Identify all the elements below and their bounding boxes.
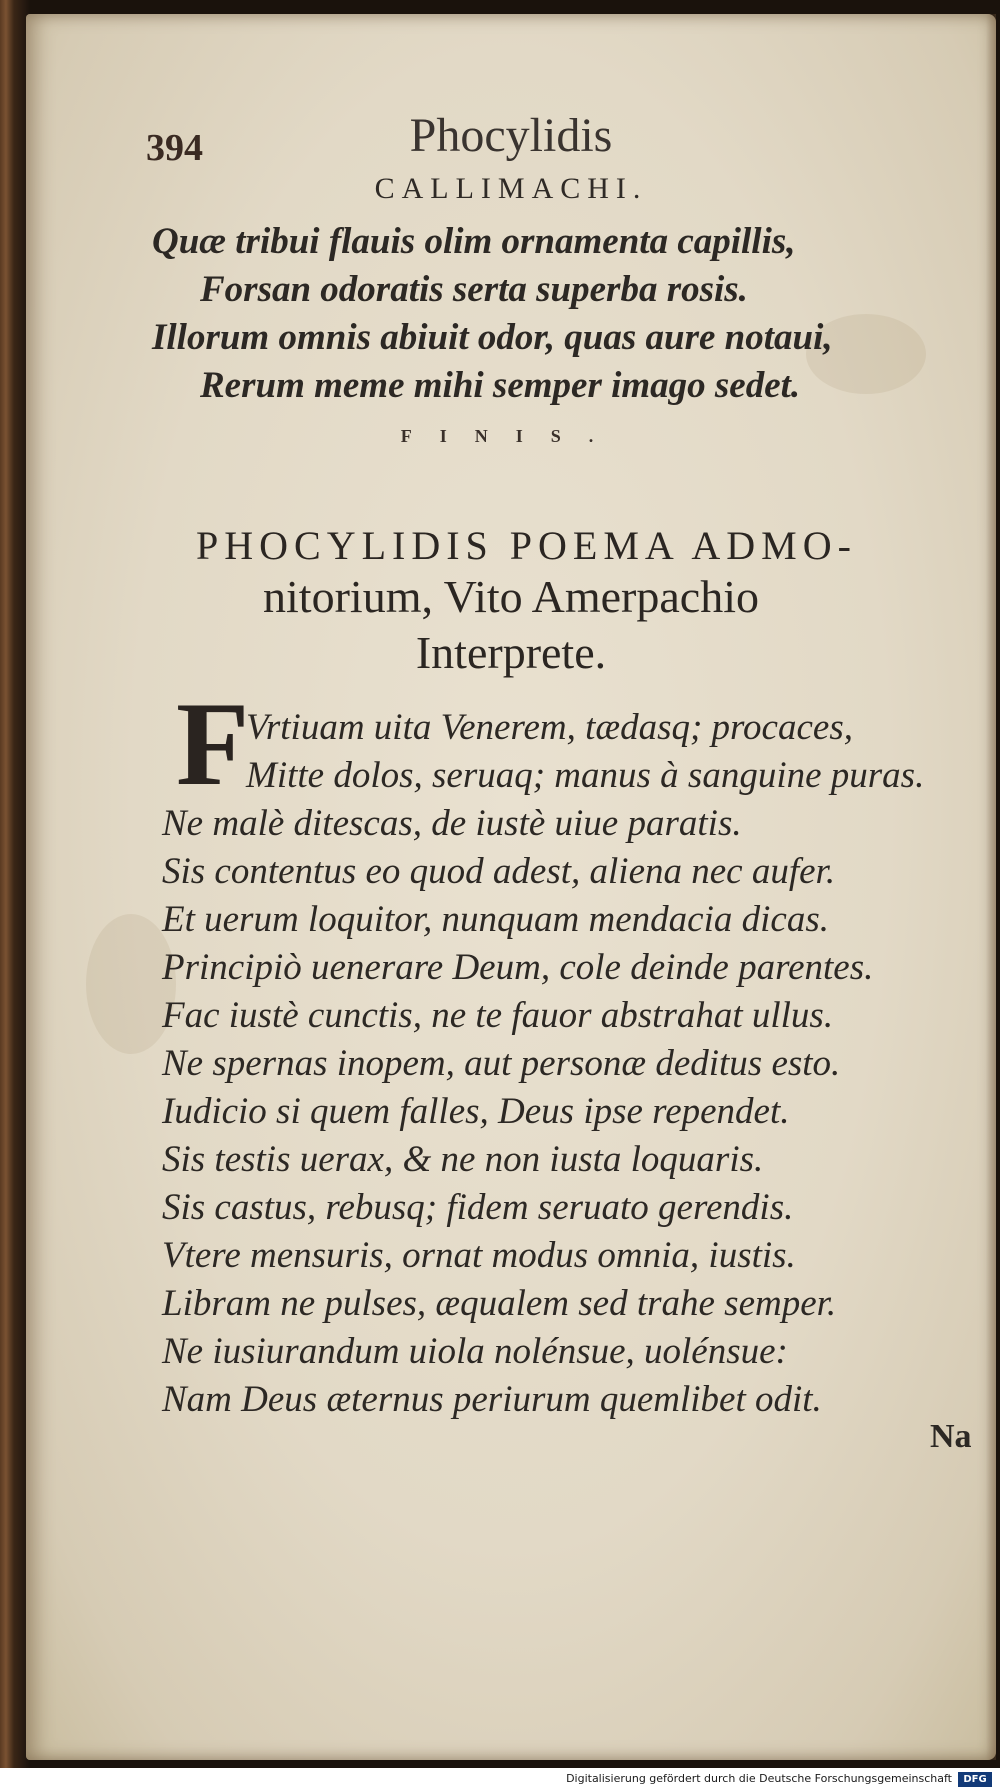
poem-line: Nam Deus æternus periurum quemlibet odit.	[162, 1379, 822, 1420]
poem-line: Fac iustè cunctis, ne te fauor abstrahat ullus.	[162, 995, 834, 1036]
poem-line: Et uerum loquitor, nunquam mendacia dicas.	[162, 899, 829, 940]
finis-mark: FINIS.	[400, 426, 622, 446]
dfg-logo: DFG	[958, 1772, 992, 1787]
poem-line: Ne iusiurandum uiola nolénsue, uolénsue:	[162, 1331, 788, 1372]
poem-line: Sis testis uerax, & ne non iusta loquaris.	[162, 1139, 764, 1180]
running-head: Phocylidis	[409, 109, 613, 162]
catchword: Na	[930, 1418, 972, 1455]
poem-line: Sis castus, rebusq; fidem seruato gerendis.	[162, 1187, 794, 1228]
book-page	[26, 14, 996, 1760]
poem-title: PHOCYLIDIS POEMA ADMO-	[196, 523, 857, 568]
page-edge	[986, 14, 996, 1760]
epigram-line: Illorum omnis abiuit odor, quas aure notaui,	[152, 317, 833, 358]
epigram-line: Forsan odoratis serta superba rosis.	[200, 269, 748, 310]
poem-line: Mitte dolos, seruaq; manus à sanguine puras.	[246, 755, 925, 796]
poem-line: Iudicio si quem falles, Deus ipse rependet.	[162, 1091, 790, 1132]
poem-line: Vtere mensuris, ornat modus omnia, iustis.	[162, 1235, 796, 1276]
poem-line: Sis contentus eo quod adest, aliena nec aufer.	[162, 851, 836, 892]
drop-cap: F	[176, 677, 250, 810]
page-number: 394	[146, 127, 203, 169]
digitization-credit: Digitalisierung gefördert durch die Deutsche Forschungsgemeinschaft	[566, 1772, 952, 1785]
poem-subtitle: nitorium, Vito Amerpachio	[263, 571, 759, 622]
poem-line: Ne spernas inopem, aut personæ deditus esto.	[162, 1043, 841, 1084]
section-title: CALLIMACHI.	[374, 172, 648, 205]
poem-subtitle: Interprete.	[415, 627, 607, 678]
poem-line: Ne malè ditescas, de iustè uiue paratis.	[162, 803, 742, 844]
poem-line: Vrtiuam uita Venerem, tædasq; procaces,	[246, 707, 853, 748]
poem-line: Principiò uenerare Deum, cole deinde parentes.	[162, 947, 874, 988]
poem-line: Libram ne pulses, æqualem sed trahe semper.	[162, 1283, 837, 1324]
epigram-line: Rerum meme mihi semper imago sedet.	[200, 365, 801, 406]
epigram-line: Quæ tribui flauis olim ornamenta capillis,	[152, 221, 796, 262]
footer-bar	[0, 1768, 1000, 1792]
